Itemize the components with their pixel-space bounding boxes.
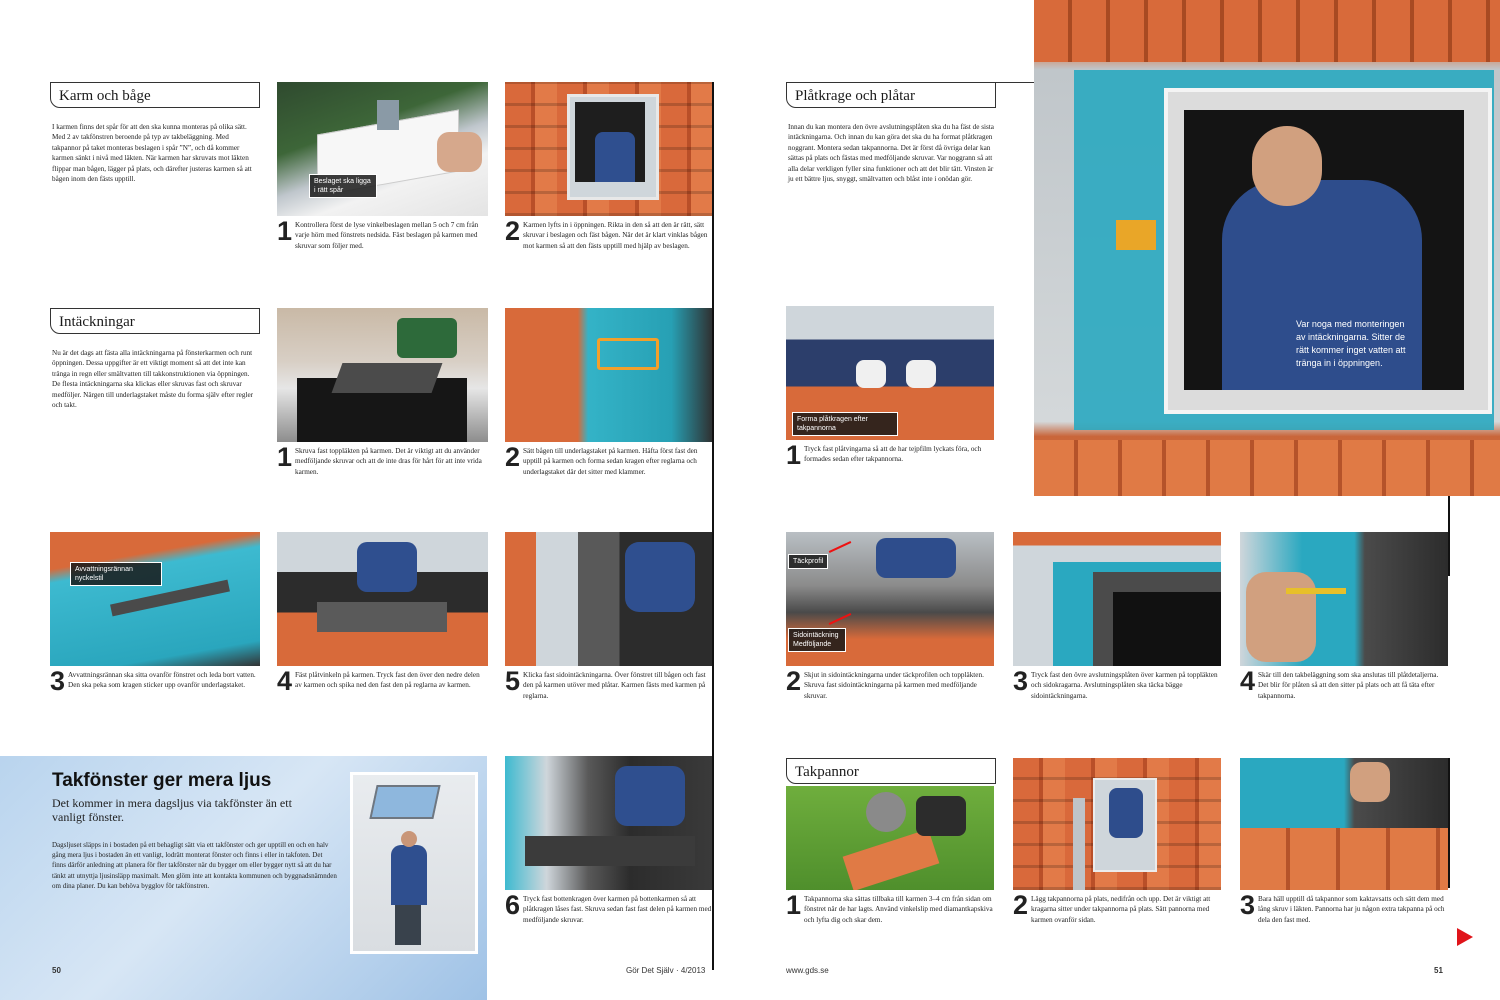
glove-right bbox=[906, 360, 936, 388]
heading-rule bbox=[996, 82, 1036, 83]
caption-intackning-4 bbox=[277, 666, 488, 696]
photo-pannor-2 bbox=[1013, 758, 1221, 890]
step-text: Skruva fast toppläkten på karmen. Det är viktigt att du använder medföljande skruvar och att de inte dras för hårt för att inte vrida karmen. bbox=[295, 447, 482, 476]
tape-measure bbox=[1286, 588, 1346, 594]
angle-grinder bbox=[866, 792, 906, 832]
step-text: Kontrollera först de lyse vinkelbeslagen mellan 5 och 7 cm från varje hörn med fönstrets nedsida. Fäst beslagen på karmen med skruvar som följer med. bbox=[295, 221, 479, 250]
photo-plat-2 bbox=[786, 532, 994, 666]
step-number: 2 bbox=[505, 442, 521, 472]
flashing bbox=[317, 602, 447, 632]
caption-pannor-3 bbox=[1240, 890, 1448, 925]
section-body-intackningar: Nu är det dags att fästa alla intäckningarna på fönsterkarmen och runt öppningen. Dessa uppgifter är ett viktigt moment så att det inte kan tränga in regn eller smältvatten till takkonstruktionen via öppningen. De flesta intäckningarna ska klickas eller skruvas fast och skruvar medföljer. Närgen till underlagstaket måste du forma själv efter regler och takt. bbox=[52, 349, 254, 410]
step-text: Bara häll upptill då takpannor som kaktavsatts och sätt dem med lång skruv i läkten. Pannorna har ju någon extra takpanna på och dela den fast med. bbox=[1258, 895, 1445, 924]
section-body-karm: I karmen finns det spår för att den ska kunna monteras på olika sätt. Med 2 av takfönstren beroende på typ av takbeläggning. Med takpannor på taket monteras beslagen i spår ”N”, och då kommer karmen sänkt i nivå med läkten. När karmen har skruvats mot läkten flippar man bågen, lägger på plats, och därefter justeras karmen så att bågen inom den fästs upptill. bbox=[52, 123, 252, 184]
photo-label-a: Täckprofil bbox=[788, 554, 828, 569]
arrow-b bbox=[829, 613, 852, 625]
photo-plat-3 bbox=[1013, 532, 1221, 666]
step-text: Fäst plåtvinkeln på karmen. Tryck fast den över den nedre delen av karmen och spika ned den fast den på reglarna av karmen. bbox=[295, 671, 480, 690]
caption-intackning-6 bbox=[505, 890, 713, 925]
step-text: Sätt bågen till underlagstaket på karmen. Häfta först fast den upptill på karmen och forma sedan kragen efter reglarna och underlagstaket där det sitter med klammer. bbox=[523, 447, 698, 476]
step-number: 2 bbox=[1013, 890, 1029, 920]
step-number: 4 bbox=[277, 666, 293, 696]
skylight bbox=[369, 785, 440, 819]
photo-intackning-3 bbox=[50, 532, 260, 666]
step-text: Tryck fast den övre avslutningsplåten över karmen på toppläkten och sidokragarna. Avslutningsplåten ska täcka bägge sidointäckningarna. bbox=[1031, 671, 1218, 700]
step-number: 4 bbox=[1240, 666, 1256, 696]
step-number: 1 bbox=[786, 890, 802, 920]
footer-issue: · 4/2013 bbox=[676, 966, 706, 975]
footer-magazine: Gör Det Själv bbox=[626, 966, 674, 975]
photo-plat-4 bbox=[1240, 532, 1448, 666]
photo-intackning-1 bbox=[277, 308, 488, 442]
roof-tiles-bottom bbox=[1034, 440, 1500, 496]
page-number-left: 50 bbox=[52, 966, 61, 975]
worker bbox=[595, 132, 635, 182]
step-number: 3 bbox=[50, 666, 66, 696]
caption-intackning-2 bbox=[505, 442, 713, 477]
person-legs bbox=[395, 905, 421, 945]
step-text: Klicka fast sidointäckningarna. Över fönstret till bågen och fast den på karmen utöver med plåtar. Karmen fästs med karmen på reglarna. bbox=[523, 671, 706, 700]
section-heading-karm: Karm och båge bbox=[50, 82, 260, 108]
hand bbox=[1350, 762, 1390, 802]
step-text: Takpannorna ska sättas tillbaka till karmen 3–4 cm från sidan om fönstret när de har lagts. Använd vinkelslip med diamantkapskiva och lyfta dig och skar dem. bbox=[804, 895, 993, 924]
roof-tiles-top bbox=[1034, 0, 1500, 62]
photo-label: Beslaget ska ligga i rätt spår bbox=[309, 174, 377, 198]
caption-karm-1 bbox=[277, 216, 487, 251]
section-heading-plat: Plåtkrage och plåtar bbox=[786, 82, 996, 108]
promo-subtitle: Det kommer in mera dagsljus via takfönster än ett vanligt fönster. bbox=[52, 796, 292, 824]
window-opening bbox=[1113, 592, 1221, 666]
photo-pannor-1 bbox=[786, 786, 994, 890]
photo-intackning-2 bbox=[505, 308, 713, 442]
photo-karm-2 bbox=[505, 82, 713, 216]
step-number: 1 bbox=[786, 440, 802, 470]
stapler bbox=[1116, 220, 1156, 250]
person-head bbox=[401, 831, 417, 847]
hand bbox=[437, 132, 482, 172]
top-flashing bbox=[332, 363, 443, 393]
step-text: Lägg takpannorna på plats, nedifrån och upp. Det är viktigt att kragarna sitter under takpannorna på plats. Sätt pannorna med karmen ovanför sidan. bbox=[1031, 895, 1211, 924]
caption-plat-1 bbox=[786, 440, 994, 470]
worker bbox=[1109, 788, 1143, 838]
step-text: Tryck fast bottenkragen över karmen på bottenkarmen så att plåtkragen låses fast. Skruva sedan fast fast delen på karmen med medföljande skruvar. bbox=[523, 895, 712, 924]
worker-head bbox=[1252, 126, 1322, 206]
bottom-flashing bbox=[525, 836, 695, 866]
glove-left bbox=[856, 360, 886, 388]
caption-intackning-1 bbox=[277, 442, 487, 477]
page-rule-bottom bbox=[1448, 758, 1450, 888]
photo-intackning-6 bbox=[505, 756, 713, 890]
section-body-plat: Innan du kan montera den övre avslutningsplåten ska du ha fäst de sista intäckningarna. Och innan du kan göra det ska du ha format plåtkragen noggrant. Montera sedan takpannorna. Det är först då övriga delar kan sättas på plats och fästas med medföljande skruvar. Var noggrann så att alla delar verkligen fyller sina funktioner och att det blir tätt. Vinsten är ju ett bättre ljus, snyggt, smältvatten och blåst inte i onödan gör. bbox=[788, 123, 994, 184]
step-text: Skär till den takbeläggning som ska anslutas till plåtdetaljerna. Det blir för plåten så att den sitter på plats och att få täta efter takpannorna. bbox=[1258, 671, 1439, 700]
step-text: Karmen lyfts in i öppningen. Rikta in den så att den är rätt, sätt skruvar i beslagen och fäst bågen. När det är klart vinklas bågen mot karmen så att den fästs upptill med hjälp av beslagen. bbox=[523, 221, 708, 250]
promo-body: Dagsljuset släpps in i bostaden på ett behagligt sätt via ett takfönster och ger upptill en och en halv gång mera ljus i bostaden än ett vanligt, lodrätt monterat fönster och finns i eller in takfoten. Det finns därför anledning att planera för fler takfönster när du bygger om eller bygger nytt så att du har tänkt att utnyttja ljusinsläpp maximalt. Men glöm inte att kontakta kommunen och byggnadsnämnden om dina planer. Du kan behöva bygglov för takfönstren. bbox=[52, 841, 337, 890]
caption-plat-2 bbox=[786, 666, 994, 701]
drill bbox=[397, 318, 457, 358]
hinge-bracket bbox=[377, 100, 399, 130]
photo-label-b: Sidointäckning Medföljande bbox=[788, 628, 846, 652]
person bbox=[391, 845, 427, 905]
page-divider bbox=[712, 82, 714, 970]
caption-pannor-2 bbox=[1013, 890, 1221, 925]
step-text: Skjut in sidointäckningarna under täckprofilen och toppläkten. Skruva fast sidointäckningarna på karmen med medföljande skruvar. bbox=[804, 671, 984, 700]
photo-plat-main bbox=[1034, 0, 1500, 496]
ladder bbox=[1073, 798, 1085, 890]
section-heading-intackningar: Intäckningar bbox=[50, 308, 260, 334]
stapler bbox=[597, 338, 659, 370]
page-number-right: 51 bbox=[1434, 966, 1443, 975]
step-number: 1 bbox=[277, 216, 293, 246]
caption-plat-3 bbox=[1013, 666, 1221, 701]
step-number: 2 bbox=[505, 216, 521, 246]
worker bbox=[876, 538, 956, 578]
arrow-a bbox=[829, 541, 852, 553]
footer-url: www.gds.se bbox=[786, 966, 829, 975]
photo-plat-1 bbox=[786, 306, 994, 440]
continue-arrow-icon[interactable] bbox=[1457, 928, 1473, 946]
step-number: 3 bbox=[1240, 890, 1256, 920]
step-text: Tryck fast plåtvingarna så att de har tejpfilm lyckats föra, och formades sedan efter takpannorna. bbox=[804, 445, 982, 464]
caption-pannor-1 bbox=[786, 890, 994, 925]
photo-label: Avvattningsrännan nyckelstil bbox=[70, 562, 162, 586]
promo-box bbox=[0, 756, 487, 1000]
photo-label: Forma plåtkragen efter takpannorna bbox=[792, 412, 898, 436]
roof-tile bbox=[843, 829, 940, 890]
promo-photo bbox=[350, 772, 478, 954]
roof-tiles bbox=[1240, 828, 1448, 890]
photo-intackning-5 bbox=[505, 532, 713, 666]
worker bbox=[357, 542, 417, 592]
step-number: 6 bbox=[505, 890, 521, 920]
photo-pannor-3 bbox=[1240, 758, 1448, 890]
caption-intackning-5 bbox=[505, 666, 713, 701]
caption-plat-4 bbox=[1240, 666, 1448, 701]
worker bbox=[625, 542, 695, 612]
step-number: 5 bbox=[505, 666, 521, 696]
promo-title: Takfönster ger mera ljus bbox=[52, 770, 272, 791]
photo-intackning-4 bbox=[277, 532, 488, 666]
hand bbox=[1246, 572, 1316, 662]
step-number: 1 bbox=[277, 442, 293, 472]
caption-intackning-3 bbox=[50, 666, 260, 696]
section-heading-takpannor: Takpannor bbox=[786, 758, 996, 784]
page-rule bbox=[1448, 496, 1450, 576]
worker bbox=[615, 766, 685, 826]
boots bbox=[916, 796, 966, 836]
step-number: 3 bbox=[1013, 666, 1029, 696]
step-text: Avvattningsrännan ska sitta ovanför fönstret och leda bort vatten. Den ska peka som kragen sticker upp ovanför underlagstaket. bbox=[68, 671, 256, 690]
photo-caption: Var noga med monteringen av intäckningarna. Sitter de rätt kommer inget vatten att tränga in i öppningen. bbox=[1296, 319, 1406, 368]
step-number: 2 bbox=[786, 666, 802, 696]
photo-karm-1 bbox=[277, 82, 488, 216]
caption-karm-2 bbox=[505, 216, 713, 251]
